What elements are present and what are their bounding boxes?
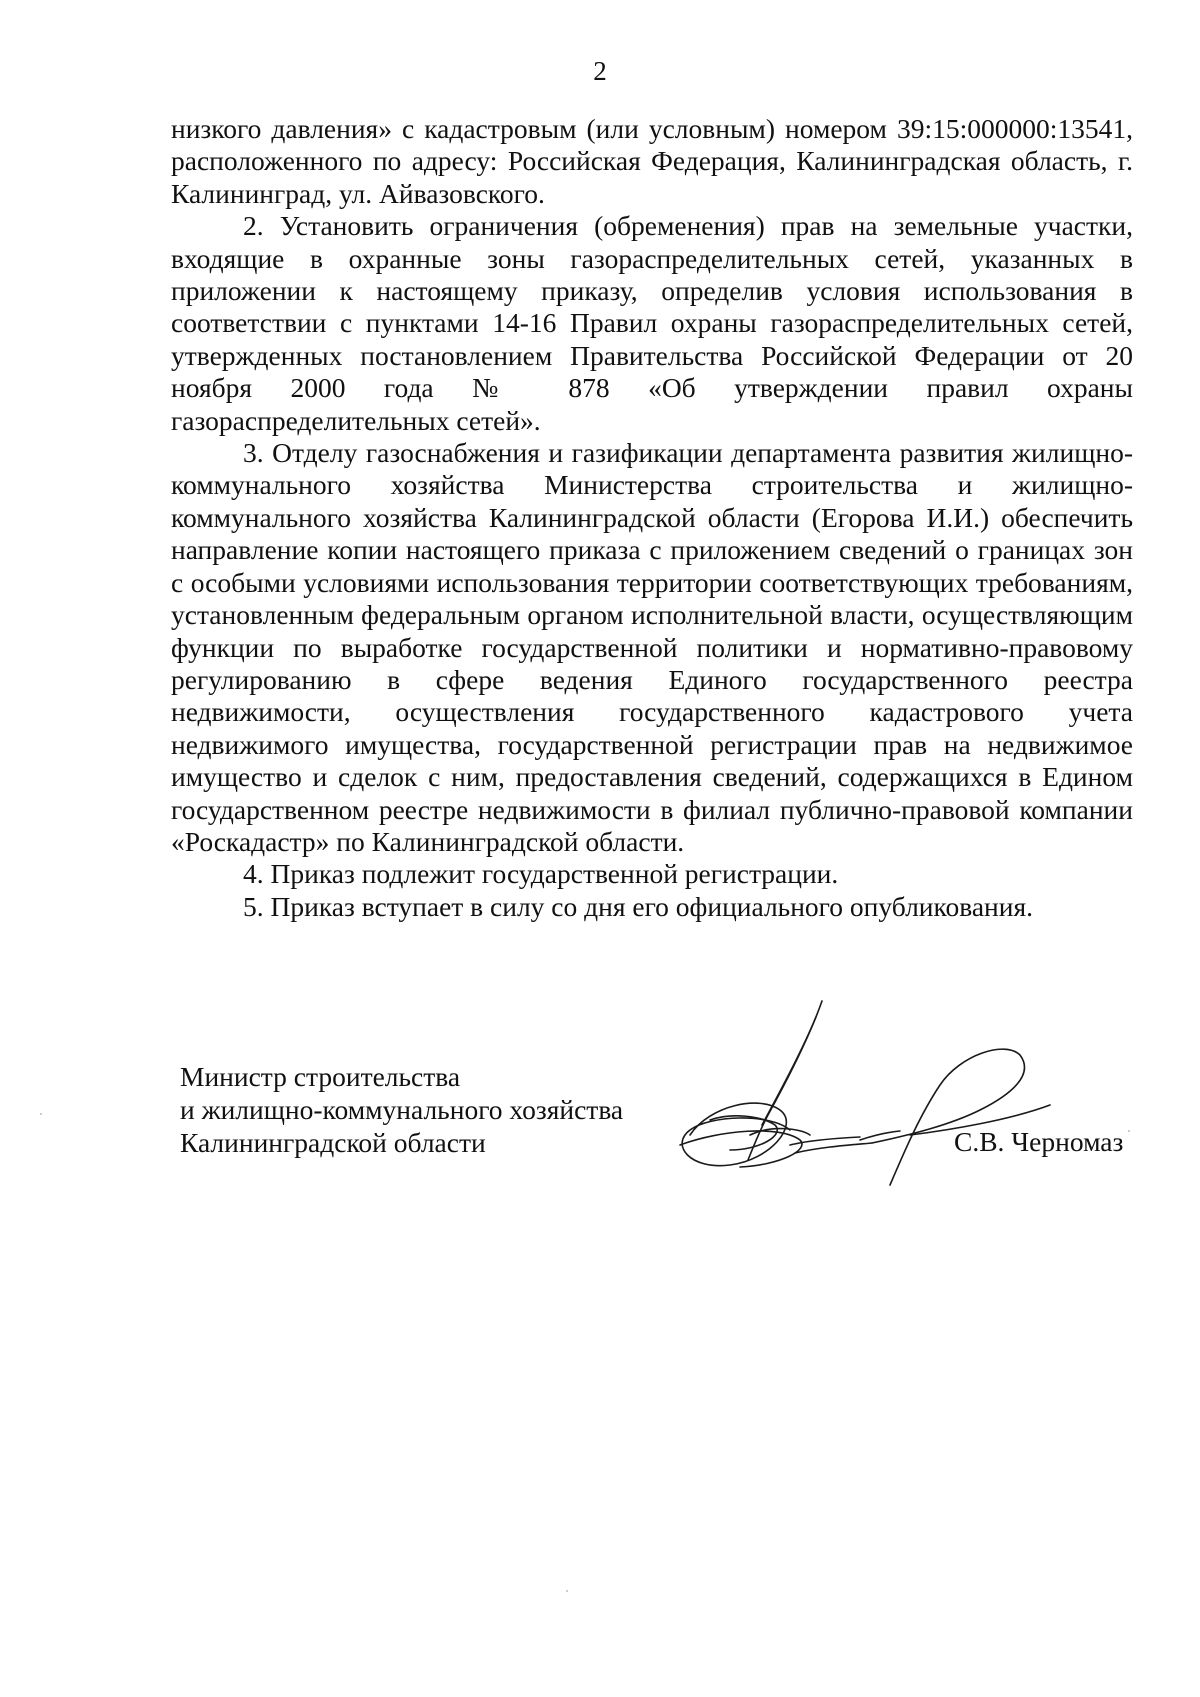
scan-speck <box>1128 1130 1130 1132</box>
paragraph-item-4: 4. Приказ подлежит государственной регистрации. <box>243 858 839 890</box>
signatory-position <box>180 1060 623 1159</box>
signatory-name: С.В. Черномаз <box>954 1126 1124 1157</box>
paragraph-1-continuation: низкого давления» с кадастровым (или условным) номером 39:15:000000:13541, расположенного по адресу: Российская Федерация, Калининградская область, г. Калининград, ул. Айвазовского. <box>171 113 1133 209</box>
scan-speck <box>566 1590 568 1592</box>
paragraph-item-2: 2. Установить ограничения (обременения) прав на земельные участки, входящие в охранные зоны газораспределительных сетей, указанных в приложении к настоящему приказу, определив условия использования в соответствии с пунктами 14-16 Правил охраны газораспределительных сетей, утвержденных постановлением Правительства Российской Федерации от 20 ноября 2000 года № 878 «Об утверждении правил охраны газораспределительных сетей». <box>171 210 1133 436</box>
document-body <box>171 113 1133 923</box>
handwritten-signature <box>650 995 1090 1190</box>
paragraph-item-3: 3. Отделу газоснабжения и газификации департамента развития жилищно-коммунального хозяйства Министерства строительства и жилищно-коммунального хозяйства Калининградской области (Егорова И.И.) обеспечить направление копии настоящего приказа с приложением сведений о границах зон с особыми условиями использования территории соответствующих требованиям, установленным федеральным органом исполнительной власти, осуществляющим функции по выработке государственной политики и нормативно-правовому регулированию в сфере ведения Единого государственного реестра недвижимости, осуществления государственного кадастрового учета недвижимого имущества, государственной регистрации прав на недвижимое имущество и сделок с ним, предоставления сведений, содержащихся в Едином государственном реестре недвижимости в филиал публично-правовой компании «Роскадастр» по Калининградской области. <box>171 437 1133 857</box>
page-number: 2 <box>593 56 607 86</box>
position-line-3: Калининградской области <box>180 1127 486 1158</box>
paragraph-item-5: 5. Приказ вступает в силу со дня его официального опубликования. <box>243 890 1034 922</box>
scan-speck <box>40 1113 42 1115</box>
position-line-2: и жилищно-коммунального хозяйства <box>180 1094 624 1125</box>
position-line-1: Министр строительства <box>180 1061 461 1092</box>
